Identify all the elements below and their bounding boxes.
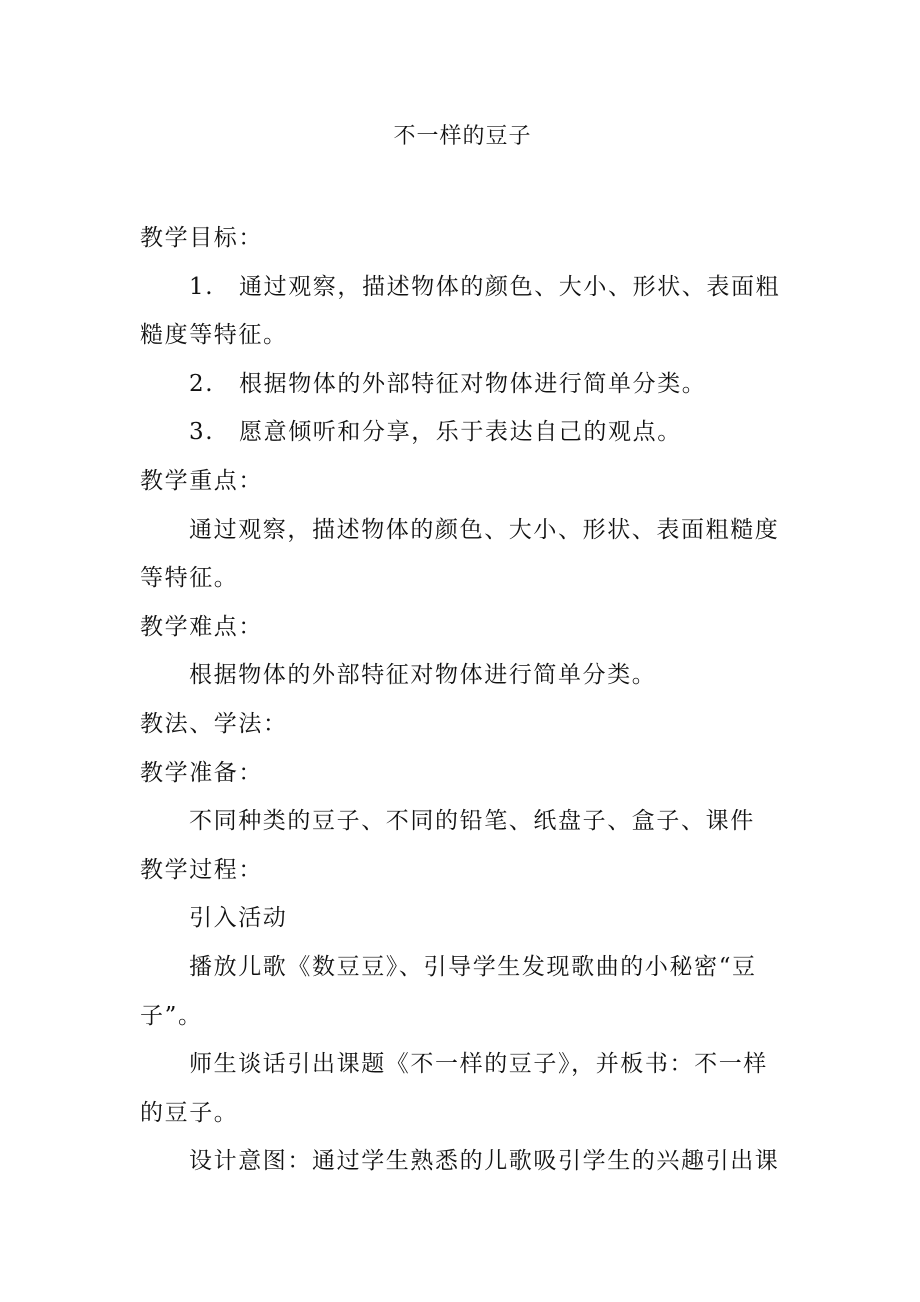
section-heading-methods: 教法、学法： [140,710,288,737]
paragraph-line: 的豆子。 [140,1099,239,1126]
paragraph-line: 引入活动 [189,905,288,932]
section-heading-difficulties: 教学难点： [140,613,263,640]
goal-text: 根据物体的外部特征对物体进行简单分类。 [239,370,707,397]
section-heading-goals: 教学目标： [140,225,263,251]
goal-item-1-continued: 糙度等特征。 [140,322,288,349]
paragraph-line: 设计意图：通过学生熟悉的儿歌吸引学生的兴趣引出课 [189,1148,780,1175]
paragraph-line: 师生谈话引出课题《不一样的豆子》，并板书：不一样 [189,1051,768,1078]
goal-item-3 [140,408,785,457]
goal-item-2 [140,360,785,409]
section-heading-key-points: 教学重点： [140,467,263,494]
goal-text: 愿意倾听和分享，乐于表达自己的观点。 [239,419,682,446]
goal-number: 2. [189,370,215,397]
section-heading-process: 教学过程： [140,856,263,883]
paragraph-line: 播放儿歌《数豆豆》、引导学生发现歌曲的小秘密“豆 [189,953,757,980]
paragraph-line: 通过观察，描述物体的颜色、大小、形状、表面粗糙度 [189,516,780,543]
paragraph-line: 等特征。 [140,565,239,592]
goal-item-1 [140,263,785,312]
document-page [140,0,785,1302]
goal-number: 3. [189,419,215,446]
goal-text: 通过观察，描述物体的颜色、大小、形状、表面粗 [239,273,781,300]
document-body [140,214,785,1186]
section-heading-preparation: 教学准备： [140,759,263,786]
document-title: 不一样的豆子 [393,124,532,149]
goal-number: 1. [189,273,215,300]
paragraph-line: 根据物体的外部特征对物体进行简单分类。 [189,662,657,689]
paragraph-line: 子”。 [140,1002,203,1029]
paragraph-line: 不同种类的豆子、不同的铅笔、纸盘子、盒子、课件 [189,808,755,835]
